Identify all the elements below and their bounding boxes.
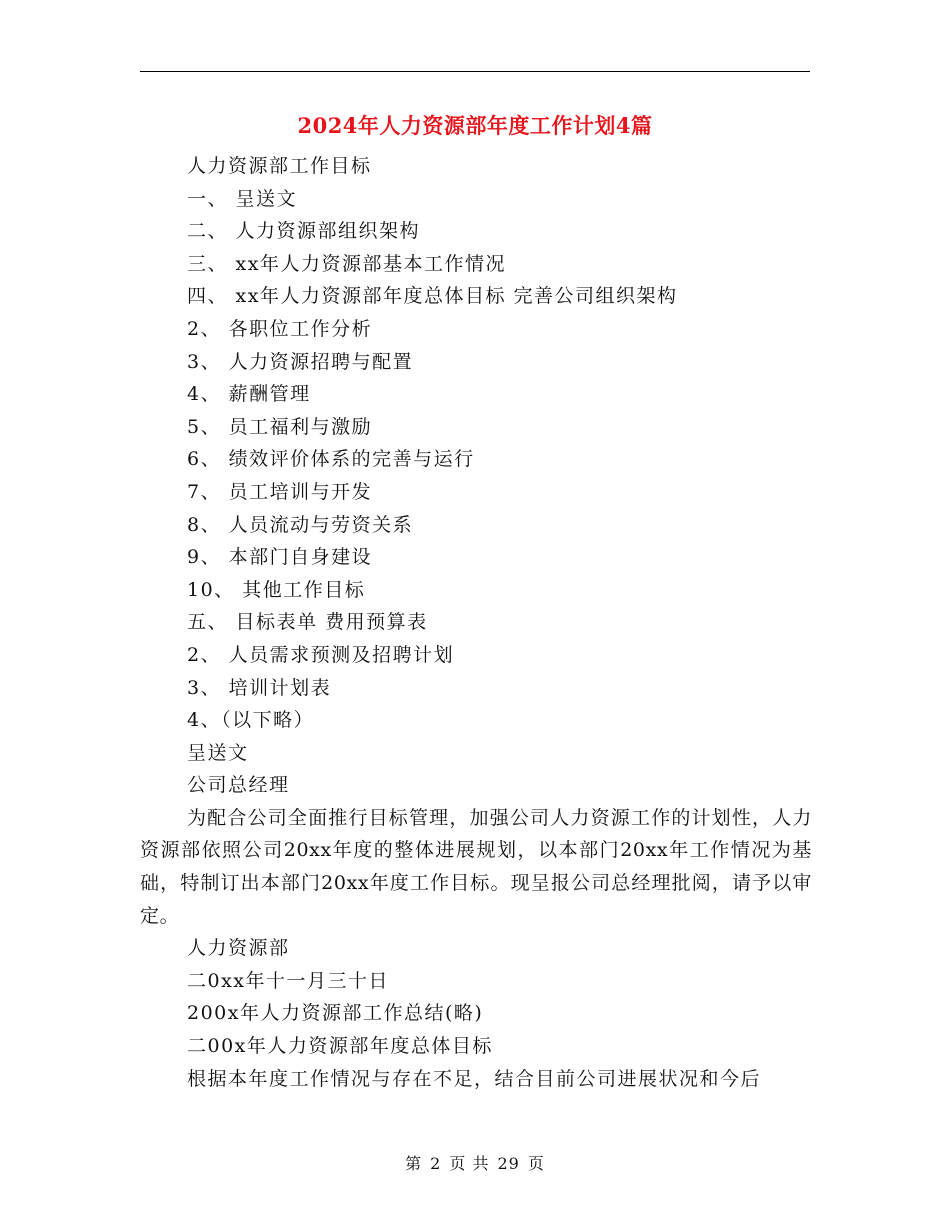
document-body [140,150,812,1095]
text-line: 四、 xx年人力资源部年度总体目标 完善公司组织架构 [187,285,678,308]
total-page-count: 29 [497,1154,520,1173]
text-line: 根据本年度工作情况与存在不足，结合目前公司进展状况和今后 [187,1067,762,1090]
footer-suffix: 页 [527,1154,545,1173]
text-line: 7、 员工培训与开发 [187,480,373,503]
text-line: 2、 人员需求预测及招聘计划 [187,643,455,666]
body-paragraph: 为配合公司全面推行目标管理，加强公司人力资源工作的计划性，人力资源部依照公司20xx年度的整体进展规划，以本部门20xx年工作情况为基础，特制订出本部门20xx年度工作目标。现呈报公司总经理批阅，请予以审定。 [140,806,812,927]
text-line: 8、 人员流动与劳资关系 [187,513,414,536]
text-line: 6、 绩效评价体系的完善与运行 [187,448,475,471]
text-line: 呈送文 [187,741,249,764]
footer-middle: 页 共 [449,1154,490,1173]
text-line: 4、（以下略） [187,709,315,732]
text-line: 一、 呈送文 [187,187,298,210]
text-line: 人力资源部 [187,937,290,960]
text-line: 公司总经理 [187,774,290,797]
text-line: 10、 其他工作目标 [187,578,366,601]
text-line: 五、 目标表单 费用预算表 [187,611,428,634]
text-line: 人力资源部工作目标 [187,155,372,177]
text-line: 二、 人力资源部组织架构 [187,220,421,243]
text-line: 3、 人力资源招聘与配置 [187,350,414,373]
text-line: 4、 薪酬管理 [187,383,311,406]
current-page-number: 2 [430,1154,442,1173]
header-rule [140,71,810,72]
text-line: 2、 各职位工作分析 [187,317,373,340]
page-footer [0,1152,950,1176]
text-line: 5、 员工福利与激励 [187,415,373,438]
document-title: 2024年人力资源部年度工作计划4篇 [297,113,653,138]
text-line: 9、 本部门自身建设 [187,546,373,569]
text-line: 三、 xx年人力资源部基本工作情况 [187,252,506,275]
text-line: 200x年人力资源部工作总结(略) [187,1002,484,1025]
text-line: 二0xx年十一月三十日 [187,969,390,992]
text-line: 二00x年人力资源部年度总体目标 [187,1035,493,1058]
footer-prefix: 第 [405,1154,423,1173]
text-line: 3、 培训计划表 [187,676,332,699]
